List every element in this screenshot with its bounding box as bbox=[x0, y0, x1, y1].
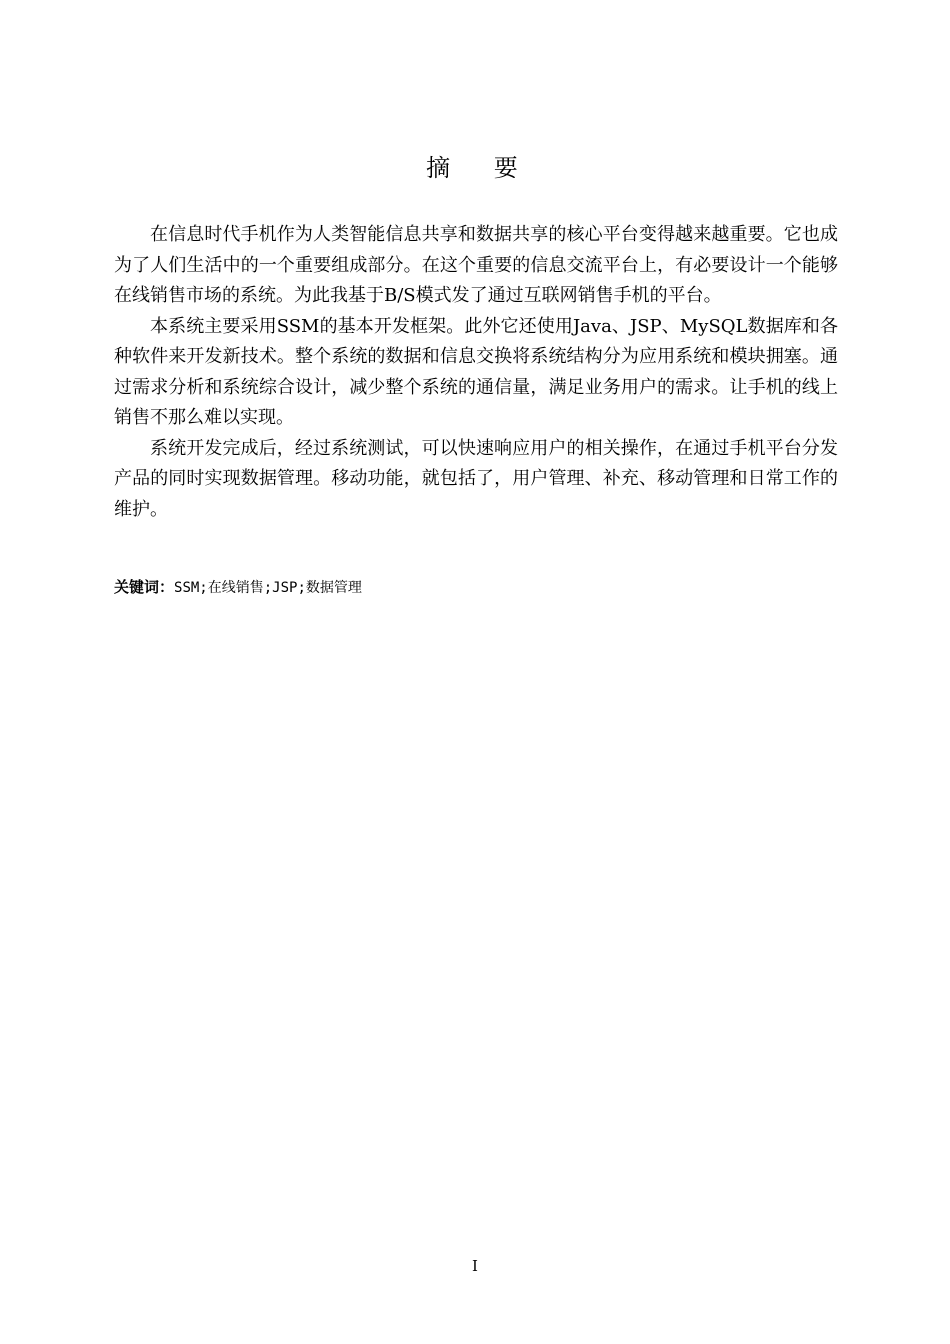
abstract-paragraph-1: 在信息时代手机作为人类智能信息共享和数据共享的核心平台变得越来越重要。它也成为了人们生活中的一个重要组成部分。在这个重要的信息交流平台上，有必要设计一个能够在线销售市场的系统。为此我基于B/S模式发了通过互联网销售手机的平台。 bbox=[114, 224, 838, 306]
abstract-title: 摘 要 bbox=[426, 154, 536, 182]
keywords-label: 关键词： bbox=[114, 578, 175, 596]
abstract-paragraph-3: 系统开发完成后，经过系统测试，可以快速响应用户的相关操作，在通过手机平台分发产品的同时实现数据管理。移动功能，就包括了，用户管理、补充、移动管理和日常工作的维护。 bbox=[114, 437, 838, 520]
keywords-value: SSM;在线销售;JSP;数据管理 bbox=[174, 580, 362, 596]
abstract-paragraph-2: 本系统主要采用SSM的基本开发框架。此外它还使用Java、JSP、MySQL数据库和各种软件来开发新技术。整个系统的数据和信息交换将系统结构分为应用系统和模块拥塞。通过需求分析和系统综合设计，减少整个系统的通信量，满足业务用户的需求。让手机的线上销售不那么难以实现。 bbox=[114, 315, 838, 428]
page-number: I bbox=[472, 1257, 478, 1275]
keywords-line bbox=[114, 575, 838, 600]
abstract-body bbox=[114, 220, 838, 525]
